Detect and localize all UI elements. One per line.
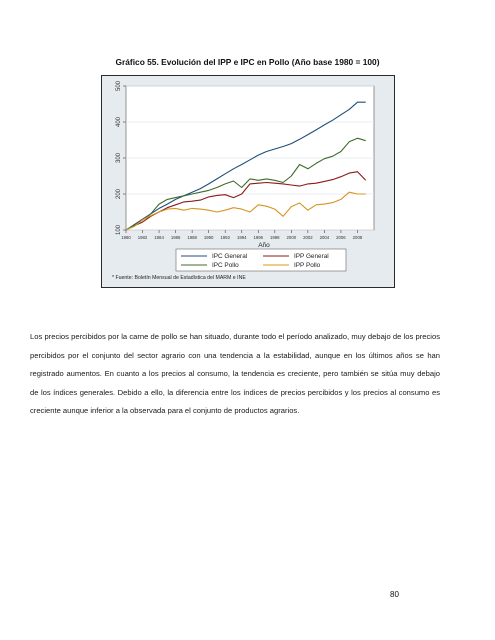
x-tick-label: 1998 <box>270 235 280 240</box>
legend-label: IPP General <box>294 253 329 261</box>
x-tick-label: 1986 <box>170 235 181 240</box>
y-tick-label: 500 <box>116 80 122 92</box>
source-note: * Fuente: Boletín Mensual de Estadística del MARM e INE <box>112 275 246 281</box>
x-tick-label: 2000 <box>286 235 297 240</box>
page-number: 80 <box>390 590 399 599</box>
x-axis-label: Año <box>258 242 270 249</box>
y-tick-label: 400 <box>116 116 122 128</box>
figure-caption: Gráfico 55. Evolución del IPP e IPC en Pollo (Año base 1980 = 100) <box>115 57 380 67</box>
legend-label: IPP Pollo <box>294 262 321 270</box>
x-tick-label: 2008 <box>352 235 363 240</box>
x-tick-label: 1988 <box>187 235 197 240</box>
x-tick-label: 2004 <box>319 235 330 240</box>
y-tick-label: 100 <box>116 224 122 236</box>
legend-label: IPC Pollo <box>212 262 239 270</box>
x-tick-label: 1984 <box>154 235 164 240</box>
x-tick-label: 2006 <box>336 235 346 240</box>
y-tick-label: 200 <box>116 188 122 200</box>
x-tick-label: 1994 <box>236 235 247 240</box>
x-tick-label: 1990 <box>203 235 214 240</box>
x-tick-label: 1982 <box>137 235 148 240</box>
body-paragraph: Los precios percibidos por la carne de pollo se han situado, durante todo el período analizado, muy debajo de los precios percibidos por el conjunto del sector agrario con una tendencia a la estabilidad, aunque en los últimos años se han registrado aumentos. En cuanto a los precios al consumo, la tendencia es creciente, pero también se sitúa muy debajo de los índices generales. Debido a ello, la diferencia entre los índices de precios percibidos y los precios al consumo es creciente aunque inferior a la observada para el conjunto de productos agrarios. <box>30 332 440 415</box>
legend-label: IPC General <box>212 253 248 261</box>
x-tick-label: 2002 <box>303 235 313 240</box>
x-tick-label: 1996 <box>253 235 264 240</box>
y-tick-label: 300 <box>116 152 122 164</box>
line-chart <box>102 76 394 287</box>
chart-frame <box>101 75 395 288</box>
x-tick-label: 1980 <box>121 235 131 240</box>
x-tick-label: 1992 <box>220 235 230 240</box>
